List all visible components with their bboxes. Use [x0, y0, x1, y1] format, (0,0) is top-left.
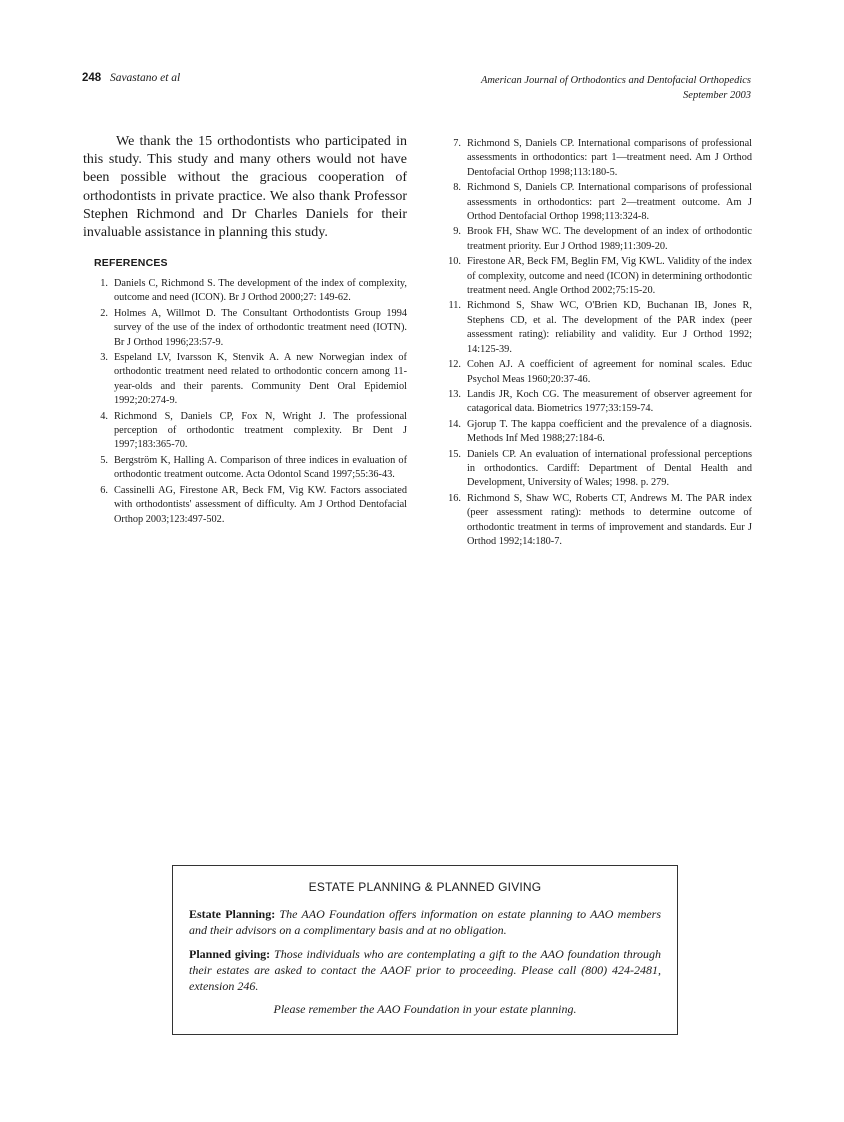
- reference-item: [443, 448, 752, 491]
- reference-list-right-column: [443, 137, 752, 550]
- estate-planning-text: The AAO Foundation offers information on estate planning to AAO members and their advisors on a complimentary basis and at no obligation.: [189, 907, 661, 937]
- reference-text: Richmond S, Daniels CP. International comparisons of professional assessments in orthodontics: part 2—treatment outcome. Am J Orthod Dentofacial Orthop 1998;113:324-8.: [467, 182, 752, 223]
- reference-number: 13.: [448, 388, 461, 400]
- reference-number: 12.: [448, 359, 461, 371]
- reference-text: Gjorup T. The kappa coefficient and the prevalence of a diagnosis. Methods Inf Med 1988;27:184-6.: [467, 418, 752, 445]
- reference-text: Landis JR, Koch CG. The measurement of observer agreement for catagorical data. Biometrics 1977;33:159-74.: [467, 388, 752, 415]
- reference-number: 7.: [453, 138, 461, 149]
- acknowledgment-paragraph: We thank the 15 orthodontists who participated in this study. This study and many others would not have been possible without the gracious cooperation of orthodontists in private practice. We also thank Professor Stephen Richmond and Dr Charles Daniels for their invaluable assistance in planning this study.: [83, 134, 407, 241]
- reference-text: Richmond S, Daniels CP. International comparisons of professional assessments in orthodontics: part 1—treatment need. Am J Orthod Dentofacial Orthop 1998;113:180-5.: [467, 138, 752, 178]
- estate-planning-label: Estate Planning:: [189, 907, 276, 921]
- issue-date: September 2003: [683, 90, 751, 101]
- reference-number: 10.: [448, 256, 461, 268]
- reference-text: Espeland LV, Ivarsson K, Stenvik A. A new Norwegian index of orthodontic treatment need related to orthodontic concern among 11-year-olds and their parents. Community Dent Oral Epidemiol 1992;20:274-9.: [114, 352, 407, 407]
- reference-number: 16.: [448, 492, 461, 504]
- reference-item: [443, 358, 752, 387]
- running-header-right: [481, 73, 751, 103]
- reference-item: [443, 137, 752, 180]
- reference-item: [443, 492, 752, 550]
- estate-planning-notice-box: [172, 865, 678, 1035]
- references-heading: REFERENCES: [94, 257, 168, 269]
- journal-title: American Journal of Orthodontics and Dentofacial Orthopedics: [480, 75, 751, 86]
- reference-list-left-column: [94, 277, 407, 528]
- planned-giving-text: Those individuals who are contemplating a gift to the AAO foundation through their estates are asked to contact the AAOF prior to proceeding. Please call (800) 424-2481, extension 246.: [189, 947, 661, 993]
- reference-number: 8.: [453, 182, 461, 194]
- reference-item: [94, 307, 407, 350]
- planned-giving-label: Planned giving:: [189, 947, 271, 961]
- notice-box-title: ESTATE PLANNING & PLANNED GIVING: [308, 880, 542, 894]
- reference-item: [443, 388, 752, 417]
- notice-box-closing: Please remember the AAO Foundation in your estate planning.: [273, 1002, 577, 1016]
- reference-text: Richmond S, Daniels CP, Fox N, Wright J. The professional perception of orthodontic treatment complexity. Br Dent J 1997;183:365-70.: [114, 410, 407, 451]
- reference-item: [94, 454, 407, 483]
- reference-text: Holmes A, Willmot D. The Consultant Orthodontists Group 1994 survey of the use of the index of orthodontic treatment need (IOTN). Br J Orthod 1996;23:57-9.: [114, 307, 407, 348]
- running-authors: Savastano et al: [109, 72, 181, 84]
- reference-number: 14.: [448, 418, 461, 430]
- reference-text: Cohen AJ. A coefficient of agreement for nominal scales. Educ Psychol Meas 1960;20:37-46.: [467, 359, 752, 385]
- reference-number: 5.: [100, 454, 108, 466]
- reference-number: 1.: [100, 278, 108, 289]
- reference-item: [443, 418, 752, 447]
- page-number: 248: [82, 72, 102, 84]
- reference-item: [443, 225, 752, 254]
- reference-item: [443, 255, 752, 298]
- reference-item: [443, 181, 752, 224]
- reference-number: 3.: [100, 352, 108, 364]
- reference-item: [94, 410, 407, 453]
- reference-number: 2.: [100, 307, 108, 319]
- reference-item: [443, 299, 752, 357]
- reference-number: 6.: [100, 484, 108, 496]
- reference-text: Daniels C, Richmond S. The development of the index of complexity, outcome and need (ICON). Br J Orthod 2000;27: 149-62.: [114, 278, 407, 304]
- reference-text: Firestone AR, Beck FM, Beglin FM, Vig KWL. Validity of the index of complexity, outcome and need (ICON) in determining orthodontic treatment need. Angle Orthod 2002;75:15-20.: [467, 256, 752, 297]
- estate-planning-paragraph: [189, 906, 661, 938]
- reference-item: [94, 484, 407, 527]
- reference-number: 9.: [453, 226, 461, 238]
- reference-text: Cassinelli AG, Firestone AR, Beck FM, Vig KW. Factors associated with orthodontists' assessment of difficulty. Am J Orthod Dentofacial Orthop 2003;123:497-502.: [114, 484, 407, 525]
- reference-item: [94, 277, 407, 306]
- reference-item: [94, 351, 407, 409]
- reference-text: Richmond S, Shaw WC, Roberts CT, Andrews M. The PAR index (peer assessment rating): methods to determine outcome of orthodontic treatment in terms of improvement and standards. Eur J Orthod 1992;14:180-7.: [467, 492, 752, 547]
- reference-text: Richmond S, Shaw WC, O'Brien KD, Buchanan IB, Jones R, Stephens CD, et al. The development of the PAR index (peer assessment rating): reliability and validity. Eur J Orthod 1992; 14:125-39.: [467, 300, 752, 355]
- reference-number: 11.: [448, 300, 461, 312]
- reference-text: Brook FH, Shaw WC. The development of an index of orthodontic treatment priority. Eur J Orthod 1989;11:309-20.: [467, 226, 752, 252]
- planned-giving-paragraph: [189, 946, 661, 994]
- running-header-left: [82, 72, 180, 84]
- reference-text: Bergström K, Halling A. Comparison of three indices in evaluation of orthodontic treatment outcome. Acta Odontol Scand 1997;55:36-43.: [114, 454, 407, 481]
- reference-number: 15.: [448, 448, 461, 460]
- reference-number: 4.: [100, 410, 108, 422]
- reference-text: Daniels CP. An evaluation of international professional perceptions in orthodontics. Cardiff: Department of Dental Health and Development, University of Wales; 1998. p. 279.: [467, 448, 752, 489]
